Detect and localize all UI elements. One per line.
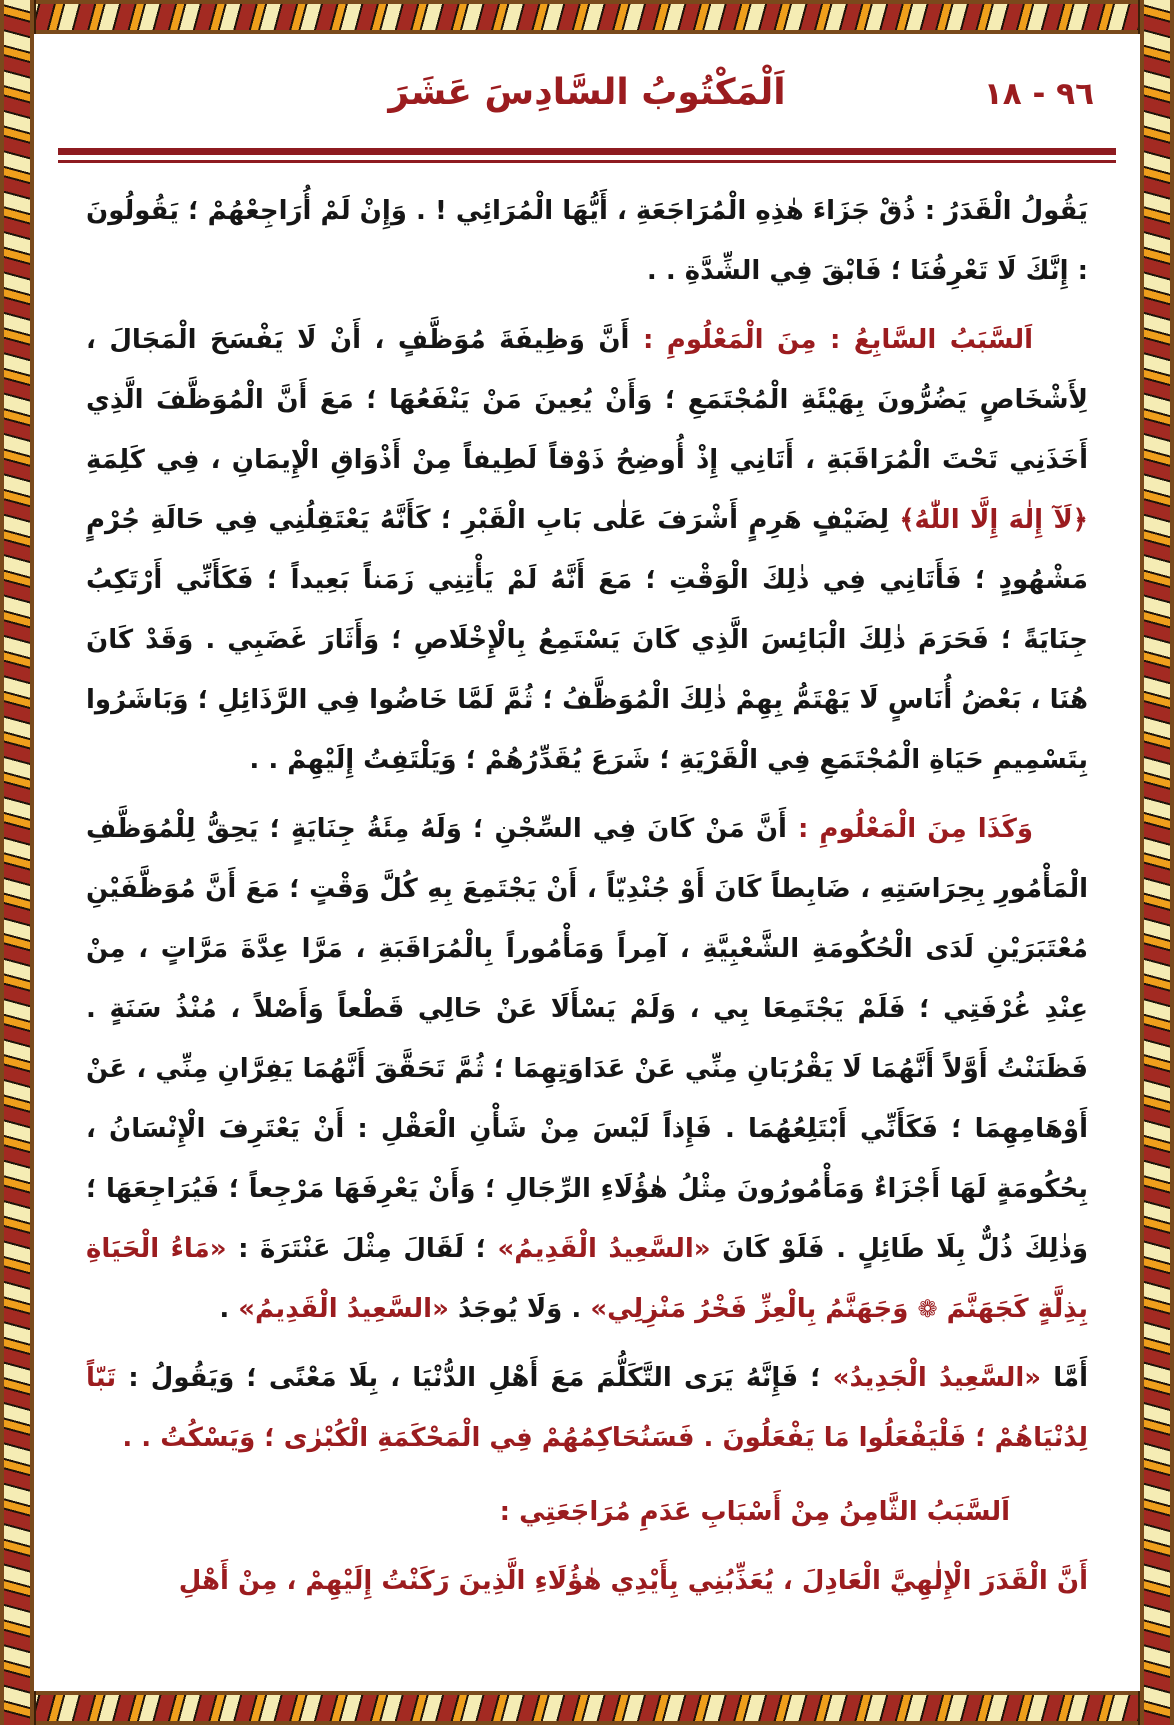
paragraph-seventh-reason: [86, 310, 1088, 790]
page-title: اَلْمَكْتُوبُ السَّادِسَ عَشَرَ: [388, 72, 786, 113]
verse-divider-rosette-icon: ❁: [917, 1295, 938, 1323]
page-content: [34, 34, 1140, 1691]
paragraph-new-said: [86, 1348, 1088, 1468]
term-old-said: «السَّعِيدُ الْقَدِيمُ»: [238, 1294, 449, 1324]
paragraph-text: .: [219, 1294, 239, 1324]
ornamental-border-right: [1140, 0, 1174, 1725]
section-lead-likewise-known: وَكَذَا مِنَ الْمَعْلُومِ :: [786, 814, 1033, 844]
quran-kalima: ﴿لَآ إِلٰهَ إِلَّا اللّٰهُ﴾: [899, 505, 1088, 535]
new-said-quote: تَبّاً لِدُنْيَاهُمْ ؛ فَلْيَفْعَلُوا مَا يَفْعَلُونَ . فَسَنُحَاكِمُهُمْ فِي الْمَحْكَمَةِ الْكُبْرٰى ؛ وَيَسْكُتُ . .: [86, 1363, 1088, 1453]
paragraph-text: أَنَّ الْقَدَرَ الْإِلٰهِيَّ الْعَادِلَ ، يُعَذِّبُنِي بِأَيْدِي هٰؤُلَاءِ الَّذِينَ رَكَنْتُ إِلَيْهِمْ ، مِنْ أَهْلِ: [178, 1566, 1088, 1596]
paragraph-text: ؛ فَإِنَّهُ يَرَى التَّكَلُّمَ مَعَ أَهْلِ الدُّنْيَا ، بِلَا مَعْنًى ؛ وَيَقُولُ :: [116, 1363, 833, 1393]
ornamental-border-top: [0, 0, 1174, 34]
term-new-said: «السَّعِيدُ الْجَدِيدُ»: [832, 1363, 1042, 1393]
paragraph-qadar: [86, 181, 1088, 301]
term-old-said: «السَّعِيدُ الْقَدِيمُ»: [497, 1234, 711, 1264]
ornamental-border-left: [0, 0, 34, 1725]
paragraph-text: . وَلَا يُوجَدُ: [448, 1294, 591, 1324]
paragraph-text: لِضَيْفٍ هَرِمٍ أَشْرَفَ عَلٰى بَابِ الْقَبْرِ ؛ كَأَنَّهُ يَعْتَقِلُنِي فِي حَالَةِ جُرْمٍ مَشْهُودٍ ؛ فَأَتَانِي فِي ذٰلِكَ الْوَقْتِ ؛ مَعَ أَنَّهُ لَمْ يَأْتِنِي زَمَناً بَعِيداً ؛ فَكَأَنِّي أَرْتَكِبُ جِنَايَةً ؛ فَحَرَمَ ذٰلِكَ الْبَائِسَ الَّذِي كَانَ يَسْتَمِعُ بِالْإِخْلَاصِ ؛ وَأَثَارَ غَضَبِي . وَقَدْ كَانَ هُنَا ، بَعْضُ أُنَاسٍ لَا يَهْتَمُّ بِهِمْ ذٰلِكَ الْمُوَظَّفُ ؛ ثُمَّ لَمَّا خَاضُوا فِي الرَّذَائِلِ ؛ وَبَاشَرُوا بِتَسْمِيمِ حَيَاةِ الْمُجْتَمَعِ فِي الْقَرْيَةِ ؛ شَرَعَ يُقَدِّرُهُمْ ؛ وَيَلْتَفِتُ إِلَيْهِمْ . .: [86, 505, 1088, 775]
paragraph-text: ؛ لَقَالَ مِثْلَ عَنْتَرَةَ :: [226, 1234, 498, 1264]
page-number: ٩٦ - ١٨: [983, 76, 1094, 112]
paragraph-text: أَنَّ وَظِيفَةَ مُوَظَّفٍ ، أَنْ لَا يَفْسَحَ الْمَجَالَ ، لِأَشْخَاصٍ يَضُرُّونَ بِهَيْئَةِ الْمُجْتَمَعِ ؛ وَأَنْ يُعِينَ مَنْ يَنْفَعُهَا ؛ مَعَ أَنَّ الْمُوَظَّفَ الَّذِي أَخَذَنِي تَحْتَ الْمُرَاقَبَةِ ، أَتَانِي إِذْ أُوضِحُ ذَوْقاً لَطِيفاً مِنْ أَذْوَاقِ الْإِيمَانِ ، فِي كَلِمَةِ: [86, 325, 1088, 475]
paragraph-text: يَقُولُ الْقَدَرُ : ذُقْ جَزَاءَ هٰذِهِ الْمُرَاجَعَةِ ، أَيُّهَا الْمُرَائِي ! . وَإِنْ لَمْ أُرَاجِعْهُمْ ؛ يَقُولُونَ : إِنَّكَ لَا تَعْرِفُنَا ؛ فَابْقَ فِي الشِّدَّةِ . .: [86, 196, 1088, 286]
heading-eighth-reason-text: اَلسَّبَبُ الثَّامِنُ مِنْ أَسْبَابِ عَدَمِ مُرَاجَعَتِي :: [499, 1497, 1010, 1527]
header-divider-rule: [58, 148, 1116, 163]
antarah-verse-first-half: «مَاءُ الْحَيَاةِ بِذِلَّةٍ كَجَهَنَّمَ: [86, 1234, 1088, 1324]
paragraph-text: أَمَّا: [1041, 1363, 1088, 1393]
ornamental-border-bottom: [0, 1691, 1174, 1725]
page-header: [86, 56, 1094, 140]
heading-eighth-reason: [86, 1482, 1088, 1542]
paragraph-divine-destiny: [86, 1551, 1088, 1611]
section-lead-seventh-reason: اَلسَّبَبُ السَّابِعُ : مِنَ الْمَعْلُومِ :: [629, 325, 1034, 355]
paragraph-text: أَنَّ مَنْ كَانَ فِي السِّجْنِ ؛ وَلَهُ مِئَةُ جِنَايَةٍ ؛ يَحِقُّ لِلْمُوَظَّفِ الْمَأْمُورِ بِحِرَاسَتِهِ ، ضَابِطاً كَانَ أَوْ جُنْدِيّاً ، أَنْ يَجْتَمِعَ بِهِ كُلَّ وَقْتٍ ؛ مَعَ أَنَّ مُوَظَّفَيْنِ مُعْتَبَرَيْنِ لَدَى الْحُكُومَةِ الشَّعْبِيَّةِ ، آمِراً وَمَأْمُوراً بِالْمُرَاقَبَةِ ، مَرَّا عِدَّةَ مَرَّاتٍ ، مِنْ عِنْدِ غُرْفَتِي ؛ فَلَمْ يَجْتَمِعَا بِي ، وَلَمْ يَسْأَلَا عَنْ حَالِي قَطْعاً وَأَصْلاً ، مُنْذُ سَنَةٍ . فَظَنَنْتُ أَوَّلاً أَنَّهُمَا لَا يَقْرُبَانِ مِنِّي عَنْ عَدَاوَتِهِمَا ؛ ثُمَّ تَحَقَّقَ أَنَّهُمَا يَفِرَّانِ مِنِّي ، عَنْ أَوْهَامِهِمَا ؛ فَكَأَنِّي أَبْتَلِعُهُمَا . فَإِذاً لَيْسَ مِنْ شَأْنِ الْعَقْلِ : أَنْ يَعْتَرِفَ الْإِنْسَانُ ، بِحُكُومَةٍ لَهَا أَجْزَاءٌ وَمَأْمُورُونَ مِثْلُ هٰؤُلَاءِ الرِّجَالِ ؛ وَأَنْ يَعْرِفَهَا مَرْجِعاً ؛ فَيُرَاجِعَهَا ؛ وَذٰلِكَ ذُلٌّ بِلَا طَائِلٍ . فَلَوْ كَانَ: [86, 814, 1088, 1264]
antarah-verse-second-half: وَجَهَنَّمُ بِالْعِزِّ فَخْرُ مَنْزِلِي»: [590, 1294, 918, 1324]
paragraph-likewise-known: [86, 799, 1088, 1339]
